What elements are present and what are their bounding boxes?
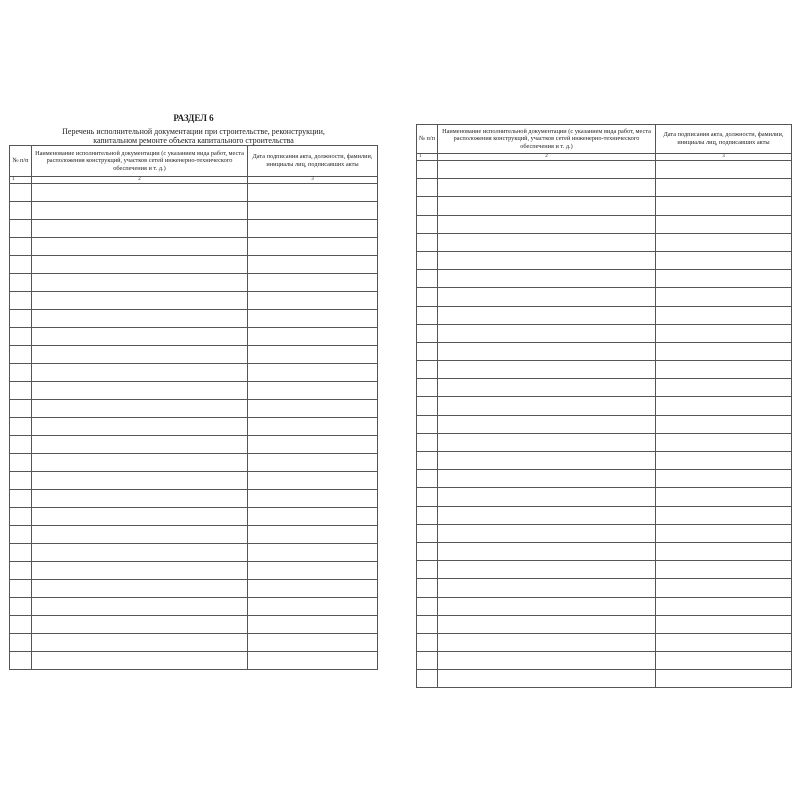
table-row bbox=[417, 179, 792, 197]
column-number-1: 1 bbox=[10, 177, 32, 184]
table-cell[interactable] bbox=[32, 364, 248, 382]
table-cell[interactable] bbox=[248, 436, 378, 454]
table-cell[interactable] bbox=[438, 179, 656, 197]
table-cell[interactable] bbox=[10, 220, 32, 238]
subtitle-line-1: Перечень исполнительной документации при строительстве, реконструкции, bbox=[62, 127, 325, 136]
table-cell[interactable] bbox=[656, 179, 792, 197]
table-row bbox=[10, 418, 378, 436]
table-row bbox=[10, 310, 378, 328]
table-cell[interactable] bbox=[438, 470, 656, 488]
table-cell[interactable] bbox=[656, 342, 792, 360]
table-cell[interactable] bbox=[438, 597, 656, 615]
table-cell[interactable] bbox=[417, 270, 438, 288]
table-row bbox=[417, 488, 792, 506]
table-cell[interactable] bbox=[248, 292, 378, 310]
table-cell[interactable] bbox=[438, 361, 656, 379]
table-cell[interactable] bbox=[10, 562, 32, 580]
table-cell[interactable] bbox=[10, 508, 32, 526]
table-cell[interactable] bbox=[438, 670, 656, 688]
table-row bbox=[417, 161, 792, 179]
section-title: РАЗДЕЛ 6 bbox=[173, 113, 214, 123]
table-cell[interactable] bbox=[656, 379, 792, 397]
table-cell[interactable] bbox=[32, 616, 248, 634]
table-cell[interactable] bbox=[248, 202, 378, 220]
table-cell[interactable] bbox=[438, 452, 656, 470]
table-cell[interactable] bbox=[32, 328, 248, 346]
column-number-3: 3 bbox=[248, 177, 378, 184]
table-cell[interactable] bbox=[656, 251, 792, 269]
table-cell[interactable] bbox=[438, 379, 656, 397]
table-cell[interactable] bbox=[417, 597, 438, 615]
header-sign-date: Дата подписания акта, должности, фамилии, инициалы лиц, подписавших акты bbox=[656, 125, 792, 154]
table-cell[interactable] bbox=[438, 251, 656, 269]
table-cell[interactable] bbox=[656, 488, 792, 506]
table-row bbox=[417, 233, 792, 251]
table-cell[interactable] bbox=[656, 452, 792, 470]
table-cell[interactable] bbox=[417, 433, 438, 451]
table-header-row bbox=[10, 146, 378, 177]
table-cell[interactable] bbox=[248, 490, 378, 508]
table-row bbox=[10, 238, 378, 256]
table-cell[interactable] bbox=[656, 542, 792, 560]
table-row bbox=[10, 202, 378, 220]
table-row bbox=[417, 542, 792, 560]
header-number: № п/п bbox=[10, 146, 32, 177]
table-row bbox=[417, 597, 792, 615]
table-cell[interactable] bbox=[656, 270, 792, 288]
table-row bbox=[417, 433, 792, 451]
table-cell[interactable] bbox=[656, 633, 792, 651]
table-cell[interactable] bbox=[438, 524, 656, 542]
table-cell[interactable] bbox=[438, 270, 656, 288]
table-row bbox=[417, 670, 792, 688]
table-cell[interactable] bbox=[32, 490, 248, 508]
table-cell[interactable] bbox=[32, 454, 248, 472]
table-row bbox=[417, 524, 792, 542]
table-cell[interactable] bbox=[32, 526, 248, 544]
table-row bbox=[10, 292, 378, 310]
header-number: № п/п bbox=[417, 125, 438, 154]
table-row bbox=[10, 436, 378, 454]
table-cell[interactable] bbox=[248, 598, 378, 616]
table-cell[interactable] bbox=[32, 580, 248, 598]
table-cell[interactable] bbox=[656, 615, 792, 633]
table-row bbox=[417, 615, 792, 633]
table-cell[interactable] bbox=[438, 161, 656, 179]
table-cell[interactable] bbox=[10, 400, 32, 418]
table-cell[interactable] bbox=[417, 179, 438, 197]
table-row bbox=[417, 470, 792, 488]
table-cell[interactable] bbox=[10, 652, 32, 670]
table-cell[interactable] bbox=[10, 418, 32, 436]
table-cell[interactable] bbox=[438, 342, 656, 360]
table-cell[interactable] bbox=[32, 274, 248, 292]
table-cell[interactable] bbox=[438, 415, 656, 433]
table-row bbox=[417, 361, 792, 379]
table-cell[interactable] bbox=[656, 361, 792, 379]
table-cell[interactable] bbox=[417, 506, 438, 524]
table-cell[interactable] bbox=[417, 452, 438, 470]
table-cell[interactable] bbox=[656, 397, 792, 415]
table-cell[interactable] bbox=[417, 324, 438, 342]
table-row bbox=[417, 397, 792, 415]
table-row bbox=[10, 184, 378, 202]
table-cell[interactable] bbox=[32, 544, 248, 562]
table-cell[interactable] bbox=[10, 346, 32, 364]
table-cell[interactable] bbox=[248, 634, 378, 652]
table-cell[interactable] bbox=[438, 488, 656, 506]
table-cell[interactable] bbox=[417, 470, 438, 488]
table-cell[interactable] bbox=[248, 382, 378, 400]
table-cell[interactable] bbox=[10, 490, 32, 508]
table-cell[interactable] bbox=[656, 215, 792, 233]
table-cell[interactable] bbox=[248, 328, 378, 346]
subtitle-line-2: капитальном ремонте объекта капитального строительства bbox=[93, 136, 294, 145]
table-row bbox=[10, 274, 378, 292]
table-cell[interactable] bbox=[417, 415, 438, 433]
table-cell[interactable] bbox=[32, 508, 248, 526]
table-row bbox=[417, 379, 792, 397]
left-page bbox=[9, 112, 378, 670]
table-cell[interactable] bbox=[438, 633, 656, 651]
table-cell[interactable] bbox=[32, 202, 248, 220]
table-cell[interactable] bbox=[248, 580, 378, 598]
table-cell[interactable] bbox=[438, 397, 656, 415]
table-row bbox=[417, 251, 792, 269]
table-row bbox=[417, 415, 792, 433]
table-row bbox=[10, 616, 378, 634]
header-doc-name: Наименование исполнительной документации (с указанием вида работ, места расположения конструкций, участков сетей инженерно-технического обеспечения и т. д.) bbox=[32, 146, 248, 177]
table-cell[interactable] bbox=[417, 397, 438, 415]
table-cell[interactable] bbox=[10, 472, 32, 490]
table-row bbox=[10, 454, 378, 472]
table-cell[interactable] bbox=[656, 597, 792, 615]
table-cell[interactable] bbox=[248, 238, 378, 256]
table-cell[interactable] bbox=[10, 328, 32, 346]
table-cell[interactable] bbox=[32, 292, 248, 310]
table-row bbox=[417, 215, 792, 233]
table-cell[interactable] bbox=[10, 580, 32, 598]
table-cell[interactable] bbox=[438, 561, 656, 579]
table-row bbox=[10, 256, 378, 274]
table-cell[interactable] bbox=[248, 274, 378, 292]
table-row bbox=[10, 526, 378, 544]
table-cell[interactable] bbox=[656, 324, 792, 342]
table-cell[interactable] bbox=[248, 616, 378, 634]
table-cell[interactable] bbox=[248, 346, 378, 364]
table-cell[interactable] bbox=[248, 400, 378, 418]
column-number-row bbox=[10, 177, 378, 184]
column-number-3: 3 bbox=[656, 154, 792, 161]
table-cell[interactable] bbox=[656, 670, 792, 688]
table-cell[interactable] bbox=[248, 310, 378, 328]
table-cell[interactable] bbox=[32, 436, 248, 454]
documentation-table-left bbox=[9, 145, 378, 670]
table-row bbox=[417, 561, 792, 579]
table-row bbox=[417, 579, 792, 597]
table-row bbox=[417, 288, 792, 306]
table-row bbox=[417, 270, 792, 288]
table-cell[interactable] bbox=[438, 542, 656, 560]
table-row bbox=[10, 580, 378, 598]
table-cell[interactable] bbox=[417, 306, 438, 324]
table-cell[interactable] bbox=[248, 454, 378, 472]
table-cell[interactable] bbox=[417, 615, 438, 633]
table-cell[interactable] bbox=[656, 233, 792, 251]
table-cell[interactable] bbox=[10, 256, 32, 274]
table-row bbox=[417, 633, 792, 651]
table-row bbox=[10, 562, 378, 580]
table-cell[interactable] bbox=[10, 634, 32, 652]
table-cell[interactable] bbox=[10, 382, 32, 400]
table-cell[interactable] bbox=[417, 488, 438, 506]
table-row bbox=[10, 652, 378, 670]
table-cell[interactable] bbox=[417, 342, 438, 360]
table-cell[interactable] bbox=[438, 652, 656, 670]
table-row bbox=[10, 544, 378, 562]
column-number-2: 2 bbox=[32, 177, 248, 184]
table-cell[interactable] bbox=[438, 615, 656, 633]
table-cell[interactable] bbox=[10, 310, 32, 328]
table-cell[interactable] bbox=[417, 215, 438, 233]
table-cell[interactable] bbox=[248, 562, 378, 580]
table-cell[interactable] bbox=[438, 197, 656, 215]
table-cell[interactable] bbox=[248, 256, 378, 274]
table-cell[interactable] bbox=[10, 598, 32, 616]
column-number-row bbox=[417, 154, 792, 161]
table-row bbox=[10, 346, 378, 364]
table-cell[interactable] bbox=[248, 472, 378, 490]
table-cell[interactable] bbox=[417, 524, 438, 542]
table-cell[interactable] bbox=[656, 161, 792, 179]
table-body bbox=[417, 161, 792, 688]
table-cell[interactable] bbox=[417, 542, 438, 560]
table-row bbox=[417, 342, 792, 360]
table-cell[interactable] bbox=[248, 418, 378, 436]
table-cell[interactable] bbox=[656, 561, 792, 579]
table-cell[interactable] bbox=[32, 310, 248, 328]
table-cell[interactable] bbox=[656, 652, 792, 670]
table-cell[interactable] bbox=[248, 184, 378, 202]
table-body bbox=[10, 184, 378, 670]
table-cell[interactable] bbox=[10, 184, 32, 202]
right-page bbox=[416, 124, 792, 688]
table-row bbox=[10, 508, 378, 526]
column-number-2: 2 bbox=[438, 154, 656, 161]
table-cell[interactable] bbox=[10, 364, 32, 382]
table-cell[interactable] bbox=[32, 634, 248, 652]
header-doc-name: Наименование исполнительной документации (с указанием вида работ, места расположения конструкций, участков сетей инженерно-технического обеспечения и т. д.) bbox=[438, 125, 656, 154]
table-cell[interactable] bbox=[248, 220, 378, 238]
table-cell[interactable] bbox=[10, 274, 32, 292]
table-cell[interactable] bbox=[32, 598, 248, 616]
table-cell[interactable] bbox=[656, 579, 792, 597]
column-number-1: 1 bbox=[417, 154, 438, 161]
table-cell[interactable] bbox=[248, 526, 378, 544]
table-cell[interactable] bbox=[10, 292, 32, 310]
table-cell[interactable] bbox=[417, 251, 438, 269]
table-cell[interactable] bbox=[438, 233, 656, 251]
table-cell[interactable] bbox=[656, 288, 792, 306]
table-cell[interactable] bbox=[10, 616, 32, 634]
table-row bbox=[417, 306, 792, 324]
table-row bbox=[417, 197, 792, 215]
table-row bbox=[417, 506, 792, 524]
table-row bbox=[417, 452, 792, 470]
table-cell[interactable] bbox=[10, 202, 32, 220]
table-cell[interactable] bbox=[417, 652, 438, 670]
table-cell[interactable] bbox=[656, 470, 792, 488]
table-cell[interactable] bbox=[656, 415, 792, 433]
table-cell[interactable] bbox=[417, 361, 438, 379]
section-subtitle bbox=[9, 127, 378, 145]
table-cell[interactable] bbox=[10, 526, 32, 544]
table-cell[interactable] bbox=[438, 324, 656, 342]
header-sign-date: Дата подписания акта, должности, фамилии, инициалы лиц, подписавших акты bbox=[248, 146, 378, 177]
table-row bbox=[10, 598, 378, 616]
table-cell[interactable] bbox=[417, 579, 438, 597]
table-row bbox=[10, 220, 378, 238]
table-cell[interactable] bbox=[10, 238, 32, 256]
table-row bbox=[10, 382, 378, 400]
table-row bbox=[10, 490, 378, 508]
table-cell[interactable] bbox=[248, 544, 378, 562]
table-cell[interactable] bbox=[417, 379, 438, 397]
table-cell[interactable] bbox=[417, 233, 438, 251]
table-cell[interactable] bbox=[10, 454, 32, 472]
table-cell[interactable] bbox=[32, 346, 248, 364]
table-cell[interactable] bbox=[248, 364, 378, 382]
table-cell[interactable] bbox=[438, 306, 656, 324]
table-row bbox=[10, 472, 378, 490]
table-row bbox=[10, 634, 378, 652]
table-cell[interactable] bbox=[417, 670, 438, 688]
table-row bbox=[10, 328, 378, 346]
table-cell[interactable] bbox=[417, 161, 438, 179]
table-cell[interactable] bbox=[248, 652, 378, 670]
table-cell[interactable] bbox=[417, 288, 438, 306]
table-row bbox=[417, 324, 792, 342]
table-cell[interactable] bbox=[656, 524, 792, 542]
table-cell[interactable] bbox=[32, 400, 248, 418]
table-cell[interactable] bbox=[417, 561, 438, 579]
table-cell[interactable] bbox=[32, 472, 248, 490]
table-cell[interactable] bbox=[417, 633, 438, 651]
table-cell[interactable] bbox=[656, 506, 792, 524]
table-cell[interactable] bbox=[32, 382, 248, 400]
table-cell[interactable] bbox=[656, 197, 792, 215]
table-row bbox=[10, 364, 378, 382]
table-cell[interactable] bbox=[438, 579, 656, 597]
table-cell[interactable] bbox=[438, 433, 656, 451]
table-cell[interactable] bbox=[438, 215, 656, 233]
table-row bbox=[10, 400, 378, 418]
table-cell[interactable] bbox=[248, 508, 378, 526]
table-cell[interactable] bbox=[32, 220, 248, 238]
table-cell[interactable] bbox=[10, 544, 32, 562]
table-cell[interactable] bbox=[438, 506, 656, 524]
table-cell[interactable] bbox=[438, 288, 656, 306]
table-cell[interactable] bbox=[32, 184, 248, 202]
table-cell[interactable] bbox=[656, 306, 792, 324]
table-cell[interactable] bbox=[32, 652, 248, 670]
table-cell[interactable] bbox=[32, 562, 248, 580]
table-cell[interactable] bbox=[656, 433, 792, 451]
table-row bbox=[417, 652, 792, 670]
table-cell[interactable] bbox=[10, 436, 32, 454]
table-header-row bbox=[417, 125, 792, 154]
table-cell[interactable] bbox=[32, 256, 248, 274]
table-cell[interactable] bbox=[32, 238, 248, 256]
table-cell[interactable] bbox=[32, 418, 248, 436]
documentation-table-right bbox=[416, 124, 792, 688]
table-cell[interactable] bbox=[417, 197, 438, 215]
